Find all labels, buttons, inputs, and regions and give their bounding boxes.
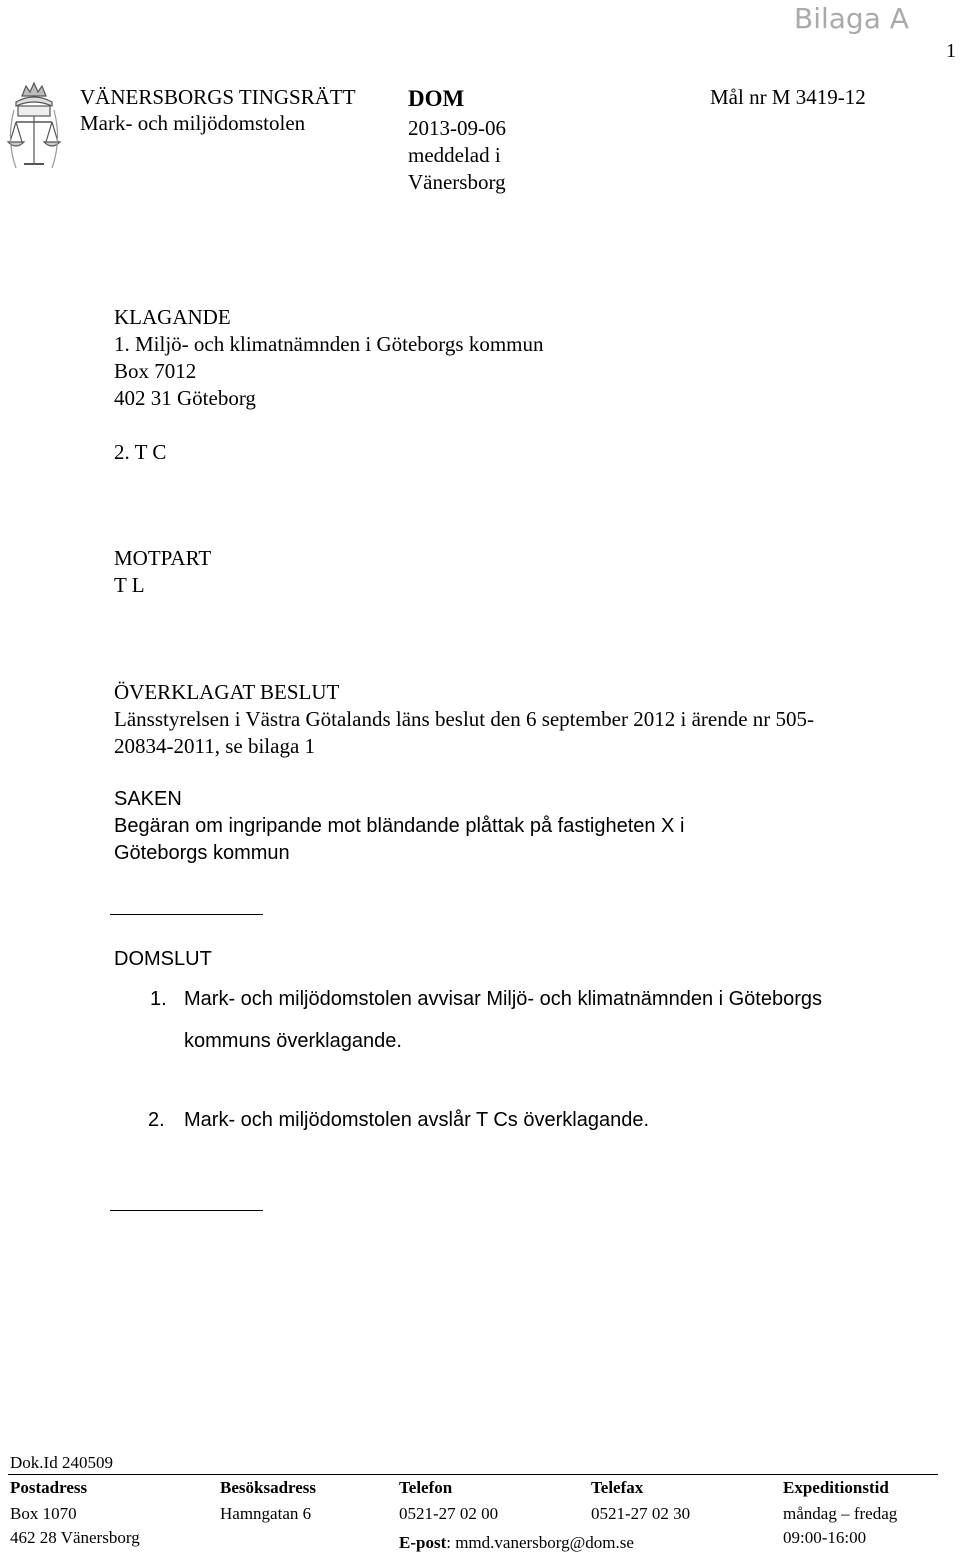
footer-header-besoksadress: Besöksadress	[220, 1478, 317, 1497]
footer-besoksadress: Hamngatan 6	[220, 1504, 312, 1523]
footer-email-label: E-post	[399, 1533, 447, 1552]
motpart-name: T L	[114, 573, 145, 597]
decision-date: 2013-09-06	[408, 116, 506, 140]
klagande-party-1-name: 1. Miljö- och klimatnämnden i Göteborgs kommun	[114, 332, 544, 356]
court-crest-logo	[2, 80, 66, 176]
overklagat-line-1: Länsstyrelsen i Västra Götalands läns beslut den 6 september 2012 i ärende nr 505-	[114, 707, 815, 731]
dok-id: Dok.Id 240509	[10, 1453, 113, 1472]
delivered-label: meddelad i	[408, 143, 501, 167]
overklagat-line-2: 20834-2011, se bilaga 1	[114, 734, 316, 758]
doc-type: DOM	[408, 86, 465, 111]
saken-line-1: Begäran om ingripande mot bländande plåttak på fastigheten X i	[114, 815, 685, 837]
overklagat-heading: ÖVERKLAGAT BESLUT	[114, 680, 340, 704]
footer-rule	[8, 1474, 938, 1475]
domslut-heading: DOMSLUT	[114, 948, 212, 970]
footer-header-telefax: Telefax	[591, 1478, 644, 1497]
bilaga-label: Bilaga A	[794, 2, 909, 35]
section-divider	[110, 914, 263, 915]
footer-header-telefon: Telefon	[399, 1478, 453, 1497]
court-name: VÄNERSBORGS TINGSRÄTT	[80, 85, 356, 109]
domslut-item-2-number: 2.	[148, 1109, 165, 1131]
domslut-item-2-line-1: Mark- och miljödomstolen avslår T Cs överklagande.	[184, 1109, 650, 1131]
klagande-party-2: 2. T C	[114, 440, 167, 464]
footer-postadress-box: Box 1070	[10, 1504, 77, 1523]
footer-exp-dash: –	[841, 1504, 850, 1523]
motpart-heading: MOTPART	[114, 546, 212, 570]
delivered-city: Vänersborg	[408, 170, 506, 194]
footer-telefax: 0521-27 02 30	[591, 1504, 691, 1523]
page-number: 1	[946, 40, 956, 62]
footer-exp-from: måndag	[783, 1504, 837, 1523]
footer-exp-hours: 09:00-16:00	[783, 1528, 867, 1547]
klagande-party-1-city: 402 31 Göteborg	[114, 386, 256, 410]
court-division: Mark- och miljödomstolen	[80, 111, 306, 135]
footer-exp-to: fredag	[853, 1504, 898, 1523]
footer-email	[399, 1532, 634, 1554]
klagande-party-1-box: Box 7012	[114, 359, 197, 383]
domslut-item-1-line-1: Mark- och miljödomstolen avvisar Miljö- och klimatnämnden i Göteborgs	[184, 988, 823, 1010]
footer-exp-days	[783, 1503, 897, 1525]
footer-header-expeditionstid: Expeditionstid	[783, 1478, 889, 1497]
saken-heading: SAKEN	[114, 788, 182, 810]
footer-telefon: 0521-27 02 00	[399, 1504, 499, 1523]
case-number: Mål nr M 3419-12	[710, 85, 866, 109]
domslut-item-1-number: 1.	[150, 988, 167, 1010]
footer-header-postadress: Postadress	[10, 1478, 88, 1497]
klagande-heading: KLAGANDE	[114, 305, 231, 329]
end-divider	[110, 1210, 263, 1211]
domslut-item-1-line-2: kommuns överklagande.	[184, 1030, 402, 1052]
saken-line-2: Göteborgs kommun	[114, 842, 290, 864]
footer-postadress-city: 462 28 Vänersborg	[10, 1528, 140, 1547]
footer-email-value: : mmd.vanersborg@dom.se	[446, 1533, 634, 1552]
